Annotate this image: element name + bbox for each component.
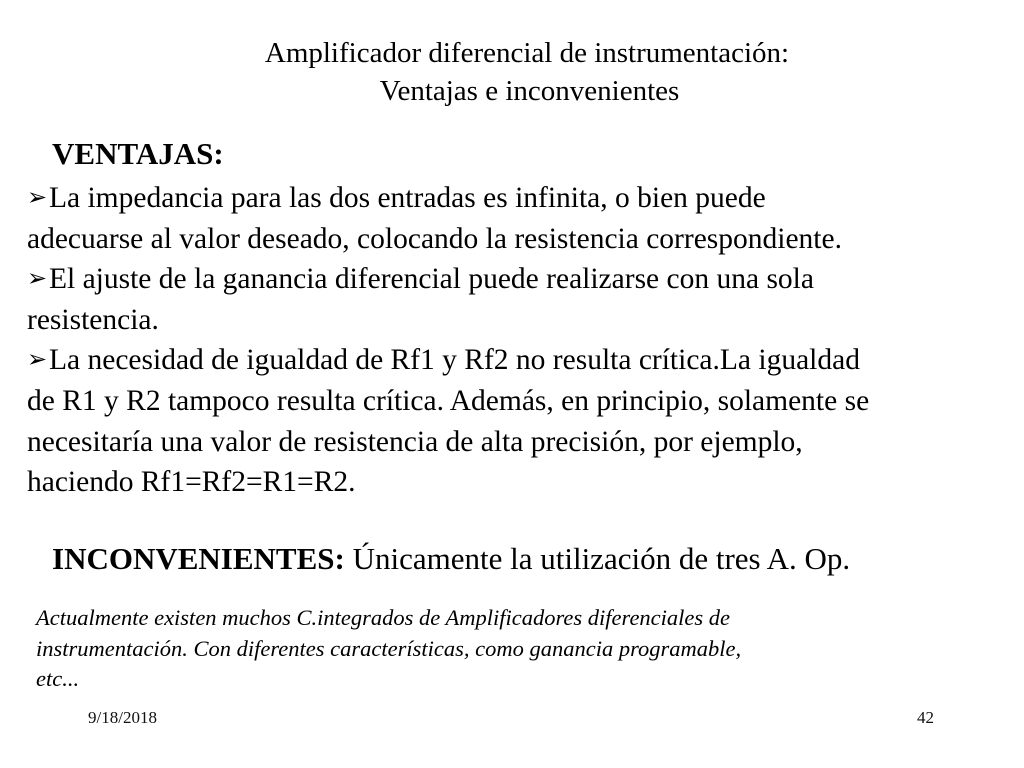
note-line-2: instrumentación. Con diferentes características, como ganancia programable, <box>36 635 742 661</box>
bullet-2 <box>27 259 1017 300</box>
inconvenientes-text: Únicamente la utilización de tres A. Op. <box>344 541 851 576</box>
bullet-3-line-1: La necesidad de igualdad de Rf1 y Rf2 no resulta crítica.La igualdad <box>49 344 860 377</box>
bullet-1-line-2: adecuarse al valor deseado, colocando la resistencia correspondiente. <box>27 222 842 255</box>
note-line-1: Actualmente existen muchos C.integrados de Amplificadores diferenciales de <box>36 605 731 630</box>
title-line-1: Amplificador diferencial de instrumentación: <box>264 37 790 69</box>
arrow-bullet-icon: ➢ <box>27 347 48 374</box>
arrow-bullet-icon: ➢ <box>27 185 48 211</box>
bullet-1 <box>27 178 1017 219</box>
bullet-1-line-1: La impedancia para las dos entradas es infinita, o bien puede <box>49 182 766 214</box>
bullet-2-line-1: El ajuste de la ganancia diferencial puede realizarse con una sola <box>49 263 814 296</box>
bullet-3-line-2: de R1 y R2 tampoco resulta crítica. Además, en principio, solamente se <box>27 384 870 417</box>
footer-page-number: 42 <box>917 708 934 727</box>
arrow-bullet-icon: ➢ <box>27 266 48 293</box>
bullet-2-line-2: resistencia. <box>27 303 159 336</box>
note-line-3: etc... <box>36 666 80 691</box>
italic-note <box>36 603 996 695</box>
ventajas-bullet-list <box>27 178 1017 503</box>
title-line-2: Ventajas e inconvenientes <box>379 75 680 107</box>
bullet-3 <box>27 340 1017 381</box>
slide-title <box>0 34 1024 110</box>
footer-date: 9/18/2018 <box>88 708 157 727</box>
bullet-3-line-3: necesitaría una valor de resistencia de alta precisión, por ejemplo, <box>27 425 803 458</box>
inconvenientes-line <box>52 538 850 580</box>
inconvenientes-label: INCONVENIENTES: <box>52 541 345 576</box>
bullet-3-line-4: haciendo Rf1=Rf2=R1=R2. <box>27 466 356 499</box>
ventajas-heading: VENTAJAS: <box>52 136 224 171</box>
